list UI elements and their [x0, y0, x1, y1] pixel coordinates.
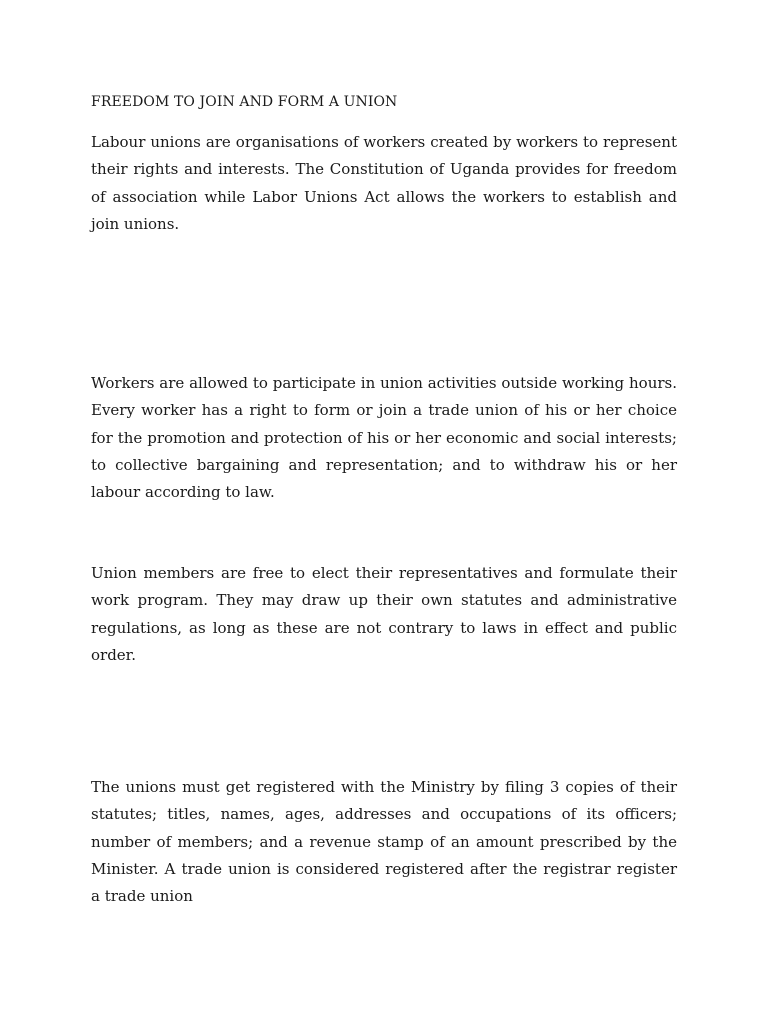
document-heading: FREEDOM TO JOIN AND FORM A UNION	[91, 94, 398, 110]
paragraph-worker-rights: Workers are allowed to participate in union activities outside working hours. Every worker has a right to form or join a trade union of his or her choice for the promotion and protection of his or her economic and social interests; to collective bargaining and representation; and to withdraw his or her labour according to law.	[91, 374, 677, 502]
paragraph-union-members: Union members are free to elect their representatives and formulate their work program. They may draw up their own statutes and administrative regulations, as long as these are not contrary to laws in effect and public order.	[91, 564, 677, 664]
paragraph-union-registration: The unions must get registered with the Ministry by filing 3 copies of their statutes; titles, names, ages, addresses and occupations of its officers; number of members; and a revenue stamp of an amount prescribed by the Minister. A trade union is considered registered after the registrar register a trade union	[91, 778, 677, 906]
paragraph-labour-unions-definition: Labour unions are organisations of workers created by workers to represent their rights and interests. The Constitution of Uganda provides for freedom of association while Labor Unions Act allows the workers to establish and join unions.	[91, 133, 677, 233]
